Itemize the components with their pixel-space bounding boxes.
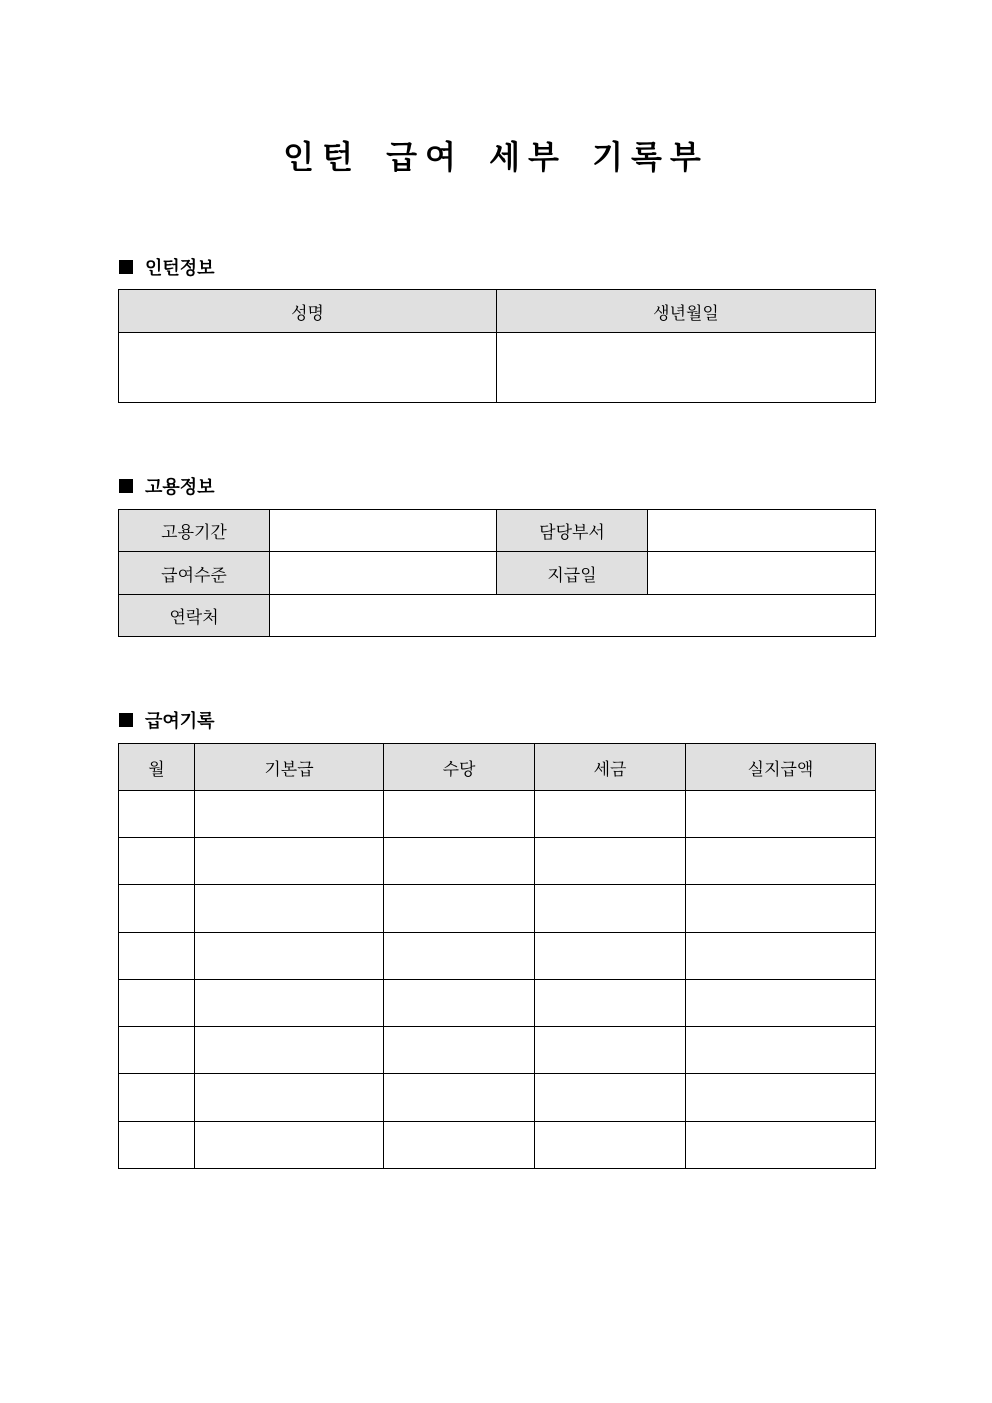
base-pay-cell[interactable]: [195, 933, 384, 980]
contact-label: 연락처: [119, 595, 270, 637]
month-cell[interactable]: [119, 1122, 195, 1169]
allowance-cell[interactable]: [384, 1074, 535, 1122]
tax-cell[interactable]: [535, 791, 686, 838]
section-heading-label: 인턴정보: [145, 258, 215, 279]
base-pay-cell[interactable]: [195, 791, 384, 838]
birth-date-field[interactable]: [497, 333, 876, 403]
tax-cell[interactable]: [535, 1074, 686, 1122]
column-header-tax: 세금: [535, 744, 686, 791]
allowance-cell[interactable]: [384, 1027, 535, 1074]
tax-cell[interactable]: [535, 1122, 686, 1169]
net-pay-cell[interactable]: [686, 933, 876, 980]
name-label: 성명: [119, 290, 497, 333]
net-pay-cell[interactable]: [686, 1027, 876, 1074]
net-pay-cell[interactable]: [686, 1122, 876, 1169]
table-row: [119, 933, 876, 980]
department-field[interactable]: [648, 510, 876, 552]
base-pay-cell[interactable]: [195, 1027, 384, 1074]
base-pay-cell[interactable]: [195, 885, 384, 933]
document-title: 인턴 급여 세부 기록부: [283, 138, 709, 176]
salary-records-table: [118, 743, 876, 1169]
employment-info-table: [118, 509, 876, 637]
month-cell[interactable]: [119, 885, 195, 933]
table-row: [119, 885, 876, 933]
month-cell[interactable]: [119, 933, 195, 980]
contact-field[interactable]: [270, 595, 876, 637]
table-row: [119, 838, 876, 885]
section-heading-intern-info: [119, 254, 215, 280]
birth-date-label: 생년월일: [497, 290, 876, 333]
section-heading-employment-info: [119, 473, 215, 499]
base-pay-cell[interactable]: [195, 1122, 384, 1169]
tax-cell[interactable]: [535, 980, 686, 1027]
column-header-month: 월: [119, 744, 195, 791]
section-heading-label: 고용정보: [145, 477, 215, 498]
allowance-cell[interactable]: [384, 933, 535, 980]
base-pay-cell[interactable]: [195, 1074, 384, 1122]
column-header-base-pay: 기본급: [195, 744, 384, 791]
month-cell[interactable]: [119, 791, 195, 838]
allowance-cell[interactable]: [384, 838, 535, 885]
tax-cell[interactable]: [535, 885, 686, 933]
square-bullet-icon: [119, 713, 133, 727]
table-row: [119, 1027, 876, 1074]
column-header-allowance: 수당: [384, 744, 535, 791]
base-pay-cell[interactable]: [195, 838, 384, 885]
section-heading-salary-records: [119, 707, 215, 733]
allowance-cell[interactable]: [384, 885, 535, 933]
payday-field[interactable]: [648, 552, 876, 595]
tax-cell[interactable]: [535, 933, 686, 980]
intern-info-table: [118, 289, 876, 403]
net-pay-cell[interactable]: [686, 980, 876, 1027]
month-cell[interactable]: [119, 1074, 195, 1122]
salary-level-field[interactable]: [270, 552, 497, 595]
square-bullet-icon: [119, 479, 133, 493]
name-field[interactable]: [119, 333, 497, 403]
month-cell[interactable]: [119, 1027, 195, 1074]
allowance-cell[interactable]: [384, 791, 535, 838]
employment-period-label: 고용기간: [119, 510, 270, 552]
column-header-net-pay: 실지급액: [686, 744, 876, 791]
square-bullet-icon: [119, 260, 133, 274]
salary-level-label: 급여수준: [119, 552, 270, 595]
payday-label: 지급일: [497, 552, 648, 595]
allowance-cell[interactable]: [384, 980, 535, 1027]
net-pay-cell[interactable]: [686, 791, 876, 838]
table-row: [119, 791, 876, 838]
table-row: [119, 980, 876, 1027]
month-cell[interactable]: [119, 980, 195, 1027]
employment-period-field[interactable]: [270, 510, 497, 552]
net-pay-cell[interactable]: [686, 1074, 876, 1122]
tax-cell[interactable]: [535, 838, 686, 885]
section-heading-label: 급여기록: [145, 711, 215, 732]
table-row: [119, 1122, 876, 1169]
net-pay-cell[interactable]: [686, 885, 876, 933]
table-row: [119, 1074, 876, 1122]
tax-cell[interactable]: [535, 1027, 686, 1074]
month-cell[interactable]: [119, 838, 195, 885]
base-pay-cell[interactable]: [195, 980, 384, 1027]
allowance-cell[interactable]: [384, 1122, 535, 1169]
net-pay-cell[interactable]: [686, 838, 876, 885]
department-label: 담당부서: [497, 510, 648, 552]
